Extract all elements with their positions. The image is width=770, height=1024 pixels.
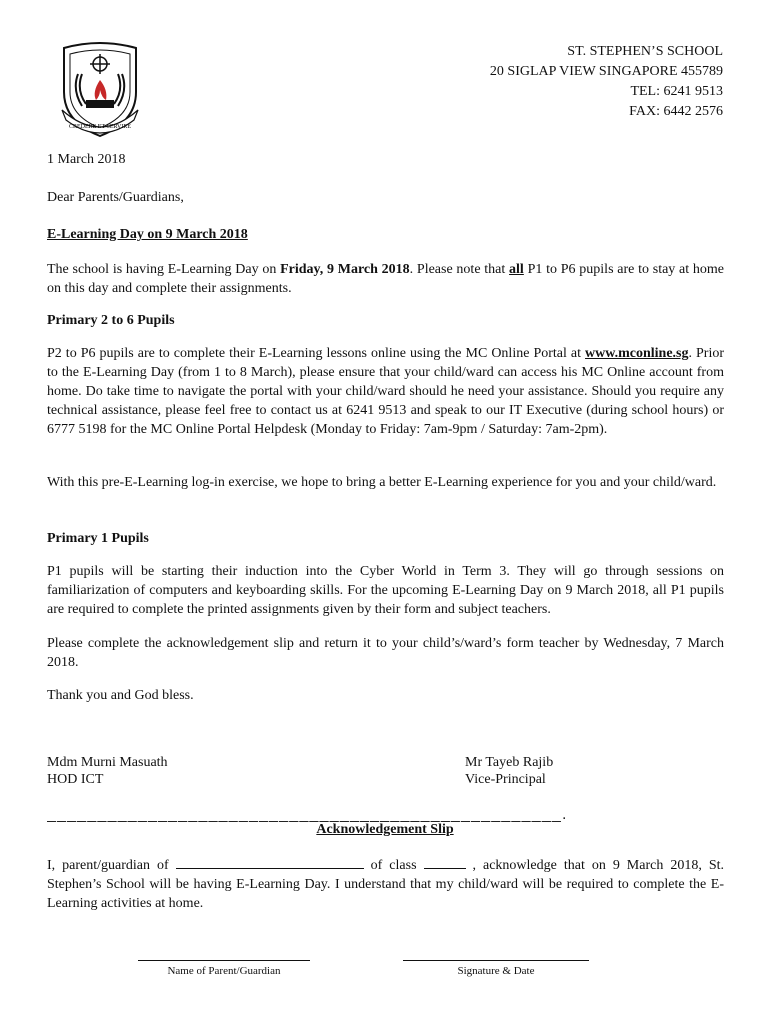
- acknowledgement-slip-title: Acknowledgement Slip: [316, 822, 454, 837]
- signatory-vp-name: Mr Tayeb Rajib: [465, 755, 554, 770]
- intro-all-emphasis: all: [509, 262, 524, 277]
- crest-motto: CREDERE ET SERVIRE: [68, 124, 132, 130]
- acknowledgement-request: Please complete the acknowledgement slip and return it to your child’s/ward’s form teacher by Wednesday, 7 March 2018.: [47, 636, 724, 670]
- signatory-vp: [465, 754, 553, 788]
- intro-text-e: P1 to P6 pupils are to stay at home on this day and complete their assignments.: [47, 262, 724, 296]
- signatory-vp-title: Vice-Principal: [465, 772, 546, 787]
- signatory-hod-name: Mdm Murni Masuath: [47, 755, 168, 770]
- section-primary2-6-paragraph-2: With this pre-E-Learning log-in exercise, we hope to bring a better E-Learning experience for you and your child/ward.: [47, 475, 717, 490]
- school-name: ST. STEPHEN’S SCHOOL: [567, 44, 723, 59]
- school-street: 20 SIGLAP VIEW SINGAPORE 455789: [489, 64, 723, 79]
- letter-date: 1 March 2018: [47, 152, 126, 167]
- slip-text-a: I, parent/guardian of: [47, 858, 176, 873]
- mconline-link[interactable]: www.mconline.sg: [585, 346, 689, 361]
- parent-name-label: Name of Parent/Guardian: [167, 965, 281, 977]
- school-fax: FAX: 6442 2576: [629, 104, 723, 119]
- letter-subject: E-Learning Day on 9 March 2018: [47, 227, 248, 242]
- section1-text-c: . Prior to the E-Learning Day (from 1 to 8 March), please ensure that your child/ward can access his MC Online account from home. Do take time to navigate the portal with your child/ward should he need your assistance. Should you require any technical assistance, please feel free to contact us at 6241 9513 and speak to our IT Executive (during school hours) or 6777 5198 for the MC Online Portal Helpdesk (Monday to Friday: 7am-9pm / Saturday: 7am-2pm).: [47, 346, 725, 437]
- signatory-hod-title: HOD ICT: [47, 772, 104, 787]
- parent-name-line[interactable]: [138, 960, 310, 961]
- signature-date-line[interactable]: [403, 960, 589, 961]
- section-primary1-paragraph: P1 pupils will be starting their induction into the Cyber World in Term 3. They will go through sessions on familiarization of computers and keyboarding skills. For the upcoming E-Learning Day on 9 March 2018, all P1 pupils are required to complete the printed assignments given by their form and subject teachers.: [47, 564, 724, 617]
- acknowledgement-slip-text: [47, 856, 724, 913]
- cut-line-divider: ___________________________________________________.: [47, 806, 568, 823]
- intro-date-bold: Friday, 9 March 2018: [280, 262, 410, 277]
- slip-text-c: , acknowledge that on 9 March 2018, St. Stephen’s School will be having E-Learning Day. I understand that my child/ward will be required to complete the E-Learning activities at home.: [47, 858, 724, 911]
- school-tel: TEL: 6241 9513: [630, 84, 723, 99]
- school-crest-icon: [56, 40, 144, 140]
- signature-date-label: Signature & Date: [457, 965, 535, 977]
- section-primary2-6-heading: Primary 2 to 6 Pupils: [47, 313, 175, 328]
- school-address: [490, 42, 723, 122]
- slip-text-b: of class: [363, 858, 424, 873]
- signatory-hod: [47, 754, 168, 788]
- intro-text-a: The school is having E-Learning Day on: [47, 262, 281, 277]
- section1-text-a: P2 to P6 pupils are to complete their E-Learning lessons online using the MC Online Portal at: [47, 346, 586, 361]
- salutation: Dear Parents/Guardians,: [47, 190, 184, 205]
- closing: Thank you and God bless.: [47, 688, 194, 703]
- intro-paragraph: [47, 260, 724, 298]
- intro-text-c: . Please note that: [409, 262, 510, 277]
- section-primary1-heading: Primary 1 Pupils: [47, 531, 149, 546]
- section-primary2-6-paragraph: [47, 344, 724, 439]
- child-name-field[interactable]: [176, 856, 364, 869]
- class-field[interactable]: [424, 856, 466, 869]
